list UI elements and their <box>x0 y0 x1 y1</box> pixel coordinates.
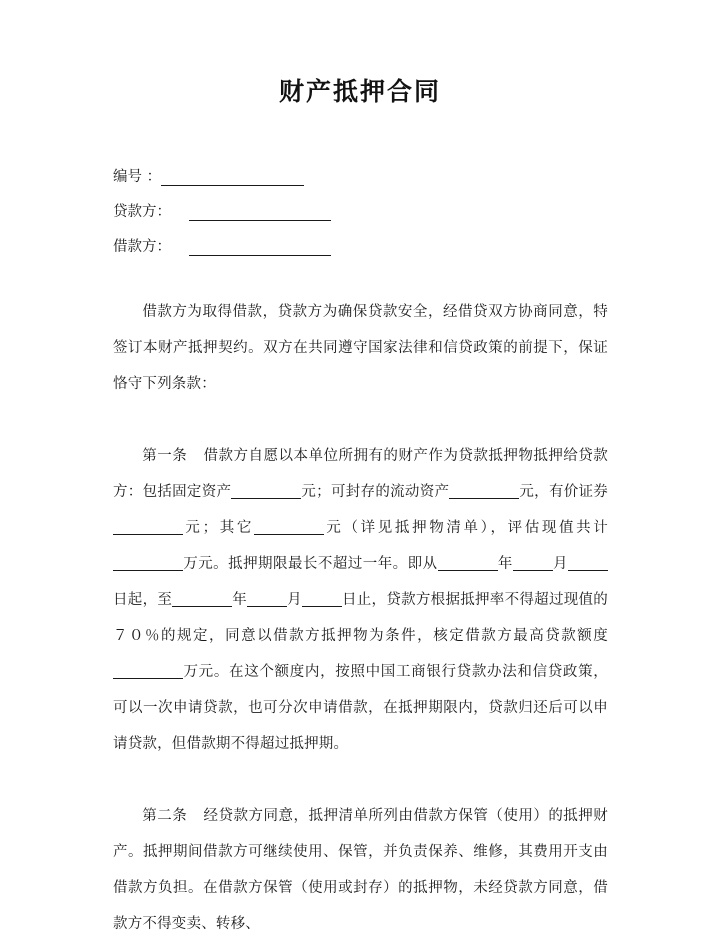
blank-current-assets[interactable] <box>449 484 519 499</box>
article-1-segment-3: 元，有价证券 <box>519 484 609 500</box>
blank-fixed-assets[interactable] <box>231 484 301 499</box>
article-2-paragraph <box>113 798 608 942</box>
preamble-text: 借款方为取得借款，贷款方为确保贷款安全，经借贷双方协商同意，特签订本财产抵押契约。双方在共同遵守国家法律和信贷政策的前提下，保证恪守下列条款： <box>113 304 608 392</box>
page-title: 财产抵押合同 <box>278 77 441 106</box>
article-1-segment-1: 借款方自愿以本单位所拥有的财产作为贷款抵押物抵押给贷款方：包括固定资产 <box>113 448 608 500</box>
article-1-segment-7: 年 <box>497 556 513 572</box>
field-label-number: 编号 ： <box>113 169 162 185</box>
field-row-number <box>113 152 720 187</box>
blank-max-loan-amount[interactable] <box>113 664 183 679</box>
field-input-number[interactable] <box>161 170 304 186</box>
blank-start-year[interactable] <box>438 556 498 571</box>
article-1-segment-10: 年 <box>232 592 248 608</box>
article-1-number: 第一条 <box>142 448 188 464</box>
article-2-number: 第二条 <box>142 808 188 824</box>
blank-end-month[interactable] <box>247 592 287 607</box>
article-1-segment-5: 元（详见抵押物清单），评估现值共计 <box>323 520 608 536</box>
field-label-lender: 贷款方： <box>113 204 171 220</box>
blank-end-day[interactable] <box>302 592 342 607</box>
document-body <box>0 294 720 942</box>
article-1-segment-8: 月 <box>552 556 568 572</box>
field-input-borrower[interactable] <box>189 240 331 256</box>
article-1-segment-11: 月 <box>287 592 302 608</box>
blank-other-assets[interactable] <box>254 520 324 535</box>
article-1-segment-6: 万元。抵押期限最长不超过一年。即从 <box>183 556 438 572</box>
preamble-paragraph <box>113 294 608 402</box>
article-1-segment-2: 元；可封存的流动资产 <box>301 484 450 500</box>
header-fields <box>0 152 720 257</box>
article-2-text: 经贷款方同意，抵押清单所列由借款方保管（使用）的抵押财产。抵押期间借款方可继续使用、保管，并负责保养、维修，其费用开支由借款方负担。在借款方保管（使用或封存）的抵押物，未经贷款方同意，借款方不得变卖、转移、 <box>113 808 608 932</box>
blank-start-month[interactable] <box>513 556 553 571</box>
field-input-lender[interactable] <box>189 205 331 221</box>
article-1-segment-12: 日止，贷款方根据抵押率不得超过现值的７０％的规定，同意以借款方抵押物为条件，核定借款方最高贷款额度 <box>113 592 608 644</box>
article-1-segment-13: 万元。在这个额度内，按照中国工商银行贷款办法和信贷政策，可以一次申请贷款，也可分次申请借款，在抵押期限内，贷款归还后可以申请贷款，但借款期不得超过抵押期。 <box>113 664 608 752</box>
blank-appraised-value[interactable] <box>113 556 183 571</box>
field-row-lender <box>113 187 720 222</box>
field-label-borrower: 借款方： <box>113 239 171 255</box>
blank-end-year[interactable] <box>172 592 232 607</box>
blank-securities[interactable] <box>113 520 183 535</box>
article-1-segment-4: 元；其它 <box>183 520 254 536</box>
article-1-segment-9: 日起，至 <box>113 592 173 608</box>
field-row-borrower <box>113 222 720 257</box>
article-1-paragraph <box>113 438 608 762</box>
blank-start-day[interactable] <box>568 556 608 571</box>
